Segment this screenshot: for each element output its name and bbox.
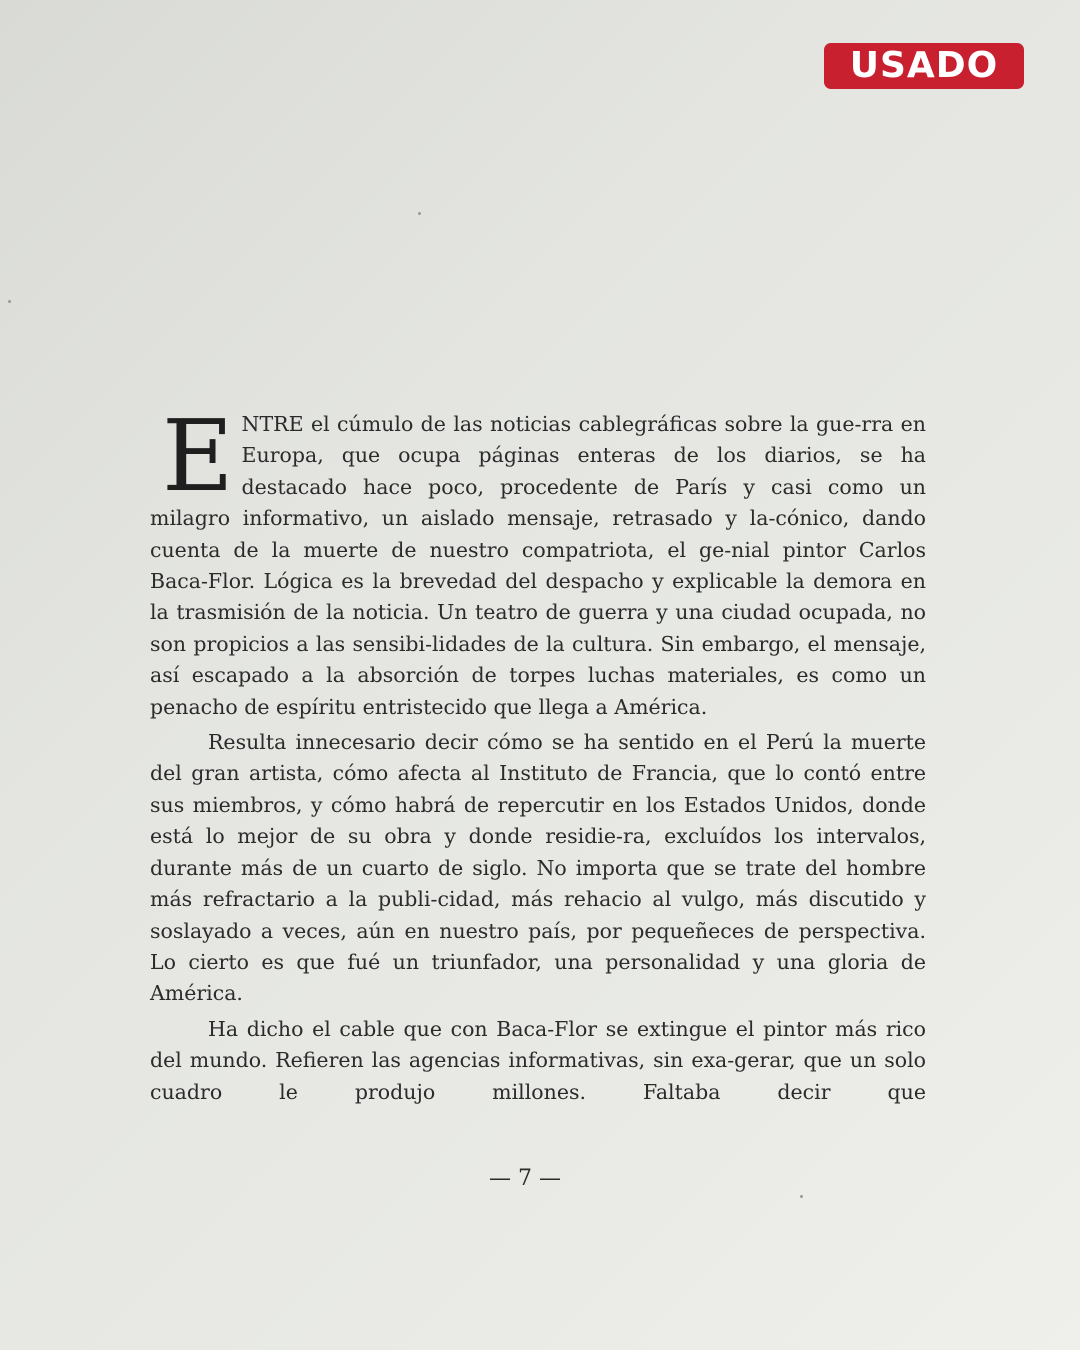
paragraph-1-text: NTRE el cúmulo de las noticias cablegráficas sobre la gue-rra en Europa, que ocupa páginas enteras de los diarios, se ha destacado hace poco, procedente de París y casi como un milagro informativo, un aislado mensaje, retrasado y la-cónico, dando cuenta de la muerte de nuestro compatriota, el ge-nial pintor Carlos Baca-Flor. Lógica es la brevedad del despacho y explicable la demora en la trasmisión de la noticia. Un teatro de guerra y una ciudad ocupada, no son propicios a las sensibi-lidades de la cultura. Sin embargo, el mensaje, así escapado a la absorción de torpes luchas materiales, es como un penacho de espíritu entristecido que llega a América. — [150, 412, 926, 719]
body-text — [150, 400, 926, 1112]
page-number: — 7 — — [489, 1166, 561, 1191]
paper-speck — [800, 1195, 803, 1198]
paragraph-3: Ha dicho el cable que con Baca-Flor se extingue el pintor más rico del mundo. Refieren las agencias informativas, sin exa-gerar, que un solo cuadro le produjo millones. Faltaba decir que — [150, 1016, 926, 1104]
paper-speck — [8, 300, 11, 303]
used-badge: USADO — [824, 43, 1024, 89]
paragraph-2: Resulta innecesario decir cómo se ha sentido en el Perú la muerte del gran artista, cómo afecta al Instituto de Francia, que lo contó entre sus miembros, y cómo habrá de repercutir en los Estados Unidos, donde está lo mejor de su obra y donde residie-ra, excluídos los intervalos, durante más de un cuarto de siglo. No importa que se trate del hombre más refractario a la publi-cidad, más rehacio al vulgo, más discutido y soslayado a veces, aún en nuestro país, por pequeñeces de perspectiva. Lo cierto es que fué un triunfador, una personalidad y una gloria de América. — [150, 730, 926, 1006]
drop-cap-letter: E — [162, 400, 234, 514]
paper-speck — [418, 212, 421, 215]
paragraph-1 — [150, 400, 926, 723]
